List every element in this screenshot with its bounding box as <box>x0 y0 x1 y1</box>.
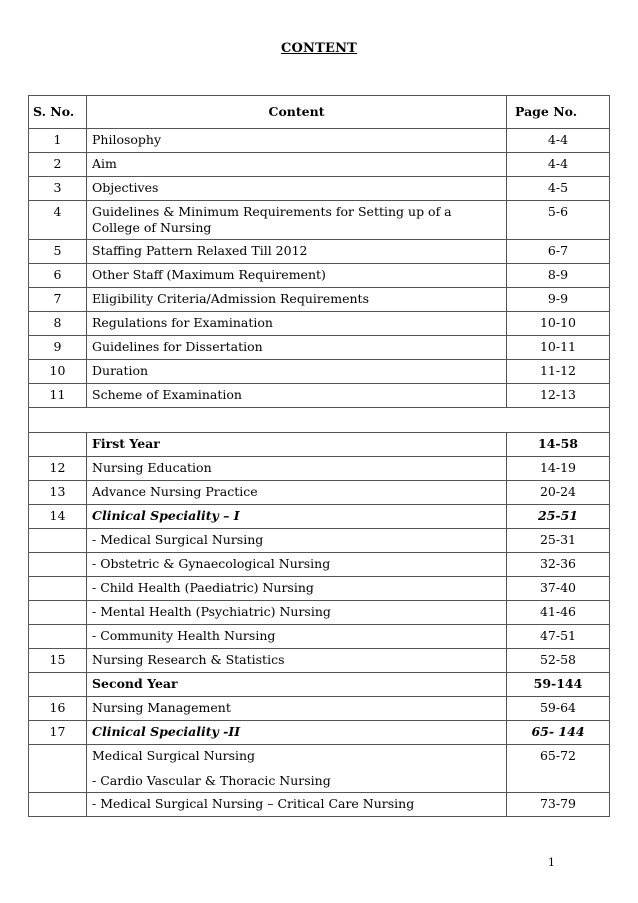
row-content-line1: Medical Surgical Nursing <box>92 748 256 763</box>
table-row <box>29 360 610 384</box>
row-page: 65- 144 <box>507 721 610 745</box>
row-page: 20-24 <box>507 481 610 505</box>
row-content: Eligibility Criteria/Admission Requirements <box>87 288 507 312</box>
row-content <box>87 745 507 793</box>
page-number: 1 <box>548 856 555 869</box>
row-page: 5-6 <box>507 201 610 240</box>
row-page: 37-40 <box>507 577 610 601</box>
row-page: 4-4 <box>507 129 610 153</box>
row-sno: 12 <box>29 457 87 481</box>
row-content: Guidelines for Dissertation <box>87 336 507 360</box>
section-row-second-year <box>29 673 610 697</box>
row-page: 52-58 <box>507 649 610 673</box>
row-sno: 2 <box>29 153 87 177</box>
row-page: 25-31 <box>507 529 610 553</box>
row-sno: 14 <box>29 505 87 529</box>
row-sno: 10 <box>29 360 87 384</box>
row-page: 14-58 <box>507 433 610 457</box>
table-row <box>29 649 610 673</box>
table-row <box>29 505 610 529</box>
row-page: 73-79 <box>507 793 610 817</box>
row-sno <box>29 433 87 457</box>
table-row <box>29 577 610 601</box>
table-row <box>29 336 610 360</box>
row-sno: 1 <box>29 129 87 153</box>
row-sno: 4 <box>29 201 87 240</box>
row-page: 59-144 <box>507 673 610 697</box>
table-row <box>29 793 610 817</box>
table-row <box>29 384 610 408</box>
row-sno: 15 <box>29 649 87 673</box>
row-page: 4-5 <box>507 177 610 201</box>
page-title: CONTENT <box>280 41 358 56</box>
table-row <box>29 457 610 481</box>
row-page: 25-51 <box>507 505 610 529</box>
table-row <box>29 312 610 336</box>
row-sno: 6 <box>29 264 87 288</box>
row-page: 9-9 <box>507 288 610 312</box>
row-sno: 13 <box>29 481 87 505</box>
row-content: - Medical Surgical Nursing <box>87 529 507 553</box>
row-content: Nursing Education <box>87 457 507 481</box>
row-content: Other Staff (Maximum Requirement) <box>87 264 507 288</box>
empty-separator-cell <box>29 408 610 433</box>
row-content: Duration <box>87 360 507 384</box>
row-page: 4-4 <box>507 153 610 177</box>
row-content-line2: - Cardio Vascular & Thoracic Nursing <box>92 773 331 788</box>
row-page: 47-51 <box>507 625 610 649</box>
row-sno: 11 <box>29 384 87 408</box>
row-sno: 7 <box>29 288 87 312</box>
table-row <box>29 745 610 793</box>
row-page: 6-7 <box>507 240 610 264</box>
row-content: - Obstetric & Gynaecological Nursing <box>87 553 507 577</box>
table-row <box>29 177 610 201</box>
row-content: - Mental Health (Psychiatric) Nursing <box>87 601 507 625</box>
row-sno: 16 <box>29 697 87 721</box>
row-content: Nursing Research & Statistics <box>87 649 507 673</box>
section-row-first-year <box>29 433 610 457</box>
header-page-no: Page No. <box>507 96 610 129</box>
row-content: Philosophy <box>87 129 507 153</box>
row-content: Clinical Speciality -II <box>87 721 507 745</box>
contents-table <box>28 95 610 817</box>
row-page: 59-64 <box>507 697 610 721</box>
header-sno: S. No. <box>29 96 87 129</box>
row-page: 12-13 <box>507 384 610 408</box>
table-row <box>29 697 610 721</box>
row-content: Guidelines & Minimum Requirements for Setting up of a College of Nursing <box>87 201 507 240</box>
row-page: 41-46 <box>507 601 610 625</box>
row-content: Regulations for Examination <box>87 312 507 336</box>
section-heading-second-year: Second Year <box>87 673 507 697</box>
table-row <box>29 264 610 288</box>
row-content: Scheme of Examination <box>87 384 507 408</box>
table-row <box>29 553 610 577</box>
table-header-row <box>29 96 610 129</box>
row-page: 8-9 <box>507 264 610 288</box>
row-sno: 5 <box>29 240 87 264</box>
header-content: Content <box>87 96 507 129</box>
row-page: 10-11 <box>507 336 610 360</box>
row-page: 32-36 <box>507 553 610 577</box>
row-content: Advance Nursing Practice <box>87 481 507 505</box>
row-sno <box>29 577 87 601</box>
row-sno <box>29 529 87 553</box>
row-sno: 9 <box>29 336 87 360</box>
row-sno <box>29 625 87 649</box>
row-sno <box>29 553 87 577</box>
table-row <box>29 601 610 625</box>
table-row <box>29 153 610 177</box>
row-content: Aim <box>87 153 507 177</box>
row-page: 65-72 <box>507 745 610 793</box>
row-content: Clinical Speciality – I <box>87 505 507 529</box>
row-content: - Medical Surgical Nursing – Critical Care Nursing <box>87 793 507 817</box>
empty-separator-row <box>29 408 610 433</box>
table-row <box>29 129 610 153</box>
row-sno: 17 <box>29 721 87 745</box>
row-page: 14-19 <box>507 457 610 481</box>
table-row <box>29 625 610 649</box>
row-sno <box>29 745 87 793</box>
row-content: - Community Health Nursing <box>87 625 507 649</box>
row-content: - Child Health (Paediatric) Nursing <box>87 577 507 601</box>
row-sno: 8 <box>29 312 87 336</box>
row-page: 11-12 <box>507 360 610 384</box>
row-page: 10-10 <box>507 312 610 336</box>
table-row <box>29 481 610 505</box>
table-row <box>29 288 610 312</box>
row-sno <box>29 793 87 817</box>
row-sno <box>29 673 87 697</box>
table-row <box>29 240 610 264</box>
row-sno: 3 <box>29 177 87 201</box>
row-content: Objectives <box>87 177 507 201</box>
row-content: Nursing Management <box>87 697 507 721</box>
table-row <box>29 529 610 553</box>
table-row <box>29 721 610 745</box>
section-heading-first-year: First Year <box>87 433 507 457</box>
row-content: Staffing Pattern Relaxed Till 2012 <box>87 240 507 264</box>
table-row <box>29 201 610 240</box>
row-sno <box>29 601 87 625</box>
